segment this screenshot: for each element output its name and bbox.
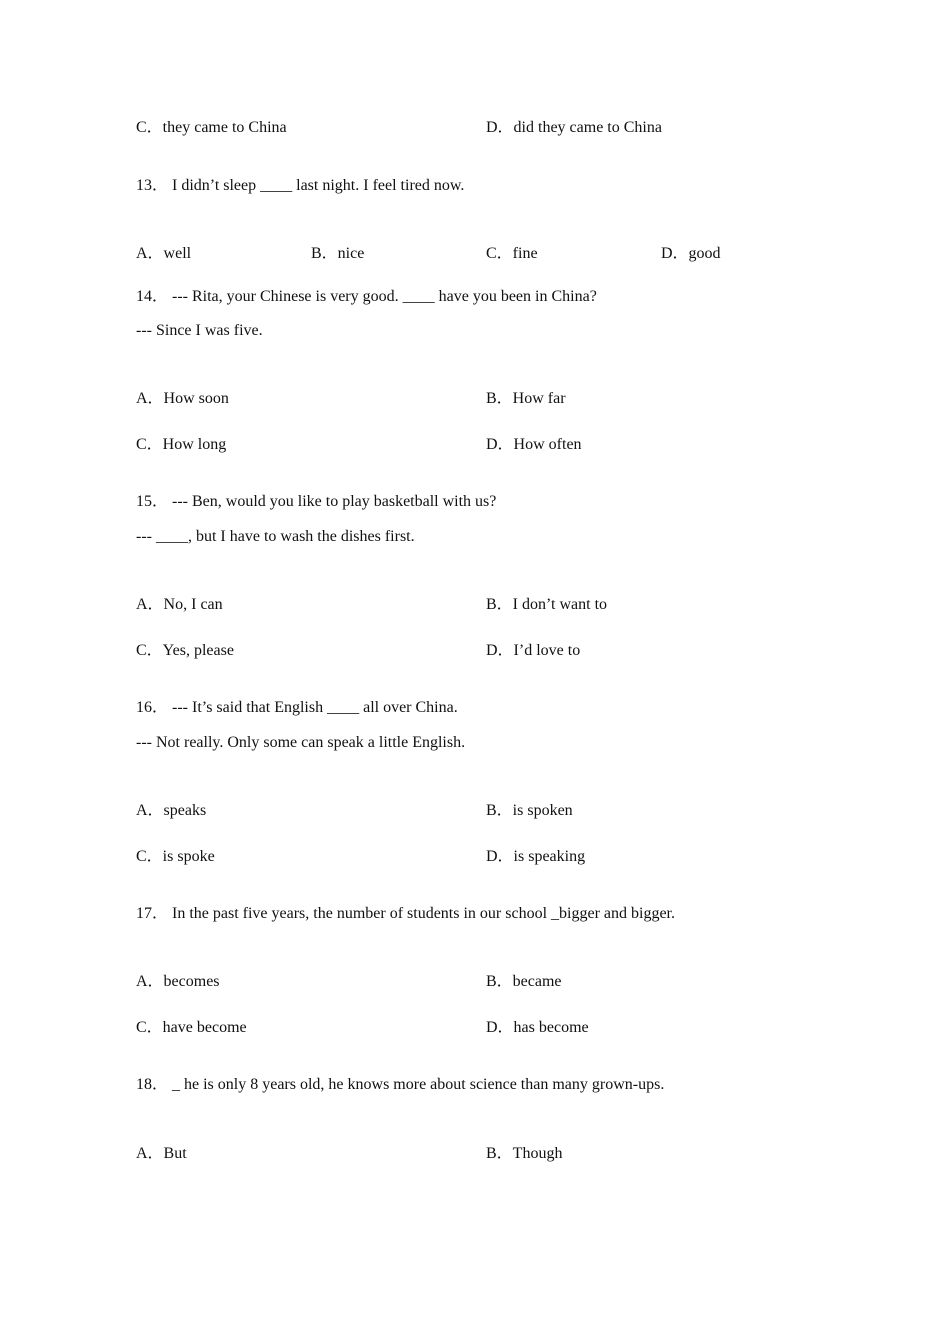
q16-stem: 16． --- It’s said that English ____ all over China. <box>136 699 458 716</box>
q14-stem: 14． --- Rita, your Chinese is very good. ____ have you been in China? <box>136 288 597 305</box>
q18-option-a: A．But <box>136 1145 187 1162</box>
q17-option-c: C．have become <box>136 1019 247 1036</box>
q15-option-b: B．I don’t want to <box>486 596 608 613</box>
q14-reply: --- Since I was five. <box>136 322 263 339</box>
q17-option-d: D．has become <box>486 1019 589 1036</box>
q18-stem: 18． _ he is only 8 years old, he knows more about science than many grown-ups. <box>136 1076 665 1093</box>
q13-option-a: A．well <box>136 245 192 262</box>
q18-option-b: B．Though <box>486 1145 563 1162</box>
q13-option-d: D．good <box>661 245 721 262</box>
q15-stem: 15． --- Ben, would you like to play basketball with us? <box>136 493 497 510</box>
q15-option-a: A．No, I can <box>136 596 223 613</box>
q12-option-c: C．they came to China <box>136 119 287 136</box>
q16-option-d: D．is speaking <box>486 848 586 865</box>
q16-option-a: A．speaks <box>136 802 207 819</box>
q17-option-a: A．becomes <box>136 973 220 990</box>
q13-stem: 13． I didn’t sleep ____ last night. I feel tired now. <box>136 177 465 194</box>
q13-option-c: C．fine <box>486 245 538 262</box>
q13-option-b: B．nice <box>311 245 365 262</box>
q15-option-c: C．Yes, please <box>136 642 234 659</box>
q16-option-b: B．is spoken <box>486 802 573 819</box>
q14-option-b: B．How far <box>486 390 566 407</box>
q17-stem: 17． In the past five years, the number of students in our school _bigger and bigger. <box>136 905 675 922</box>
q14-option-d: D．How often <box>486 436 582 453</box>
q16-reply: --- Not really. Only some can speak a little English. <box>136 734 466 751</box>
q16-option-c: C．is spoke <box>136 848 215 865</box>
q12-option-d: D．did they came to China <box>486 119 662 136</box>
q17-option-b: B．became <box>486 973 562 990</box>
q14-option-c: C．How long <box>136 436 227 453</box>
q14-option-a: A．How soon <box>136 390 229 407</box>
q15-reply: --- ____, but I have to wash the dishes first. <box>136 528 415 545</box>
q15-option-d: D．I’d love to <box>486 642 581 659</box>
